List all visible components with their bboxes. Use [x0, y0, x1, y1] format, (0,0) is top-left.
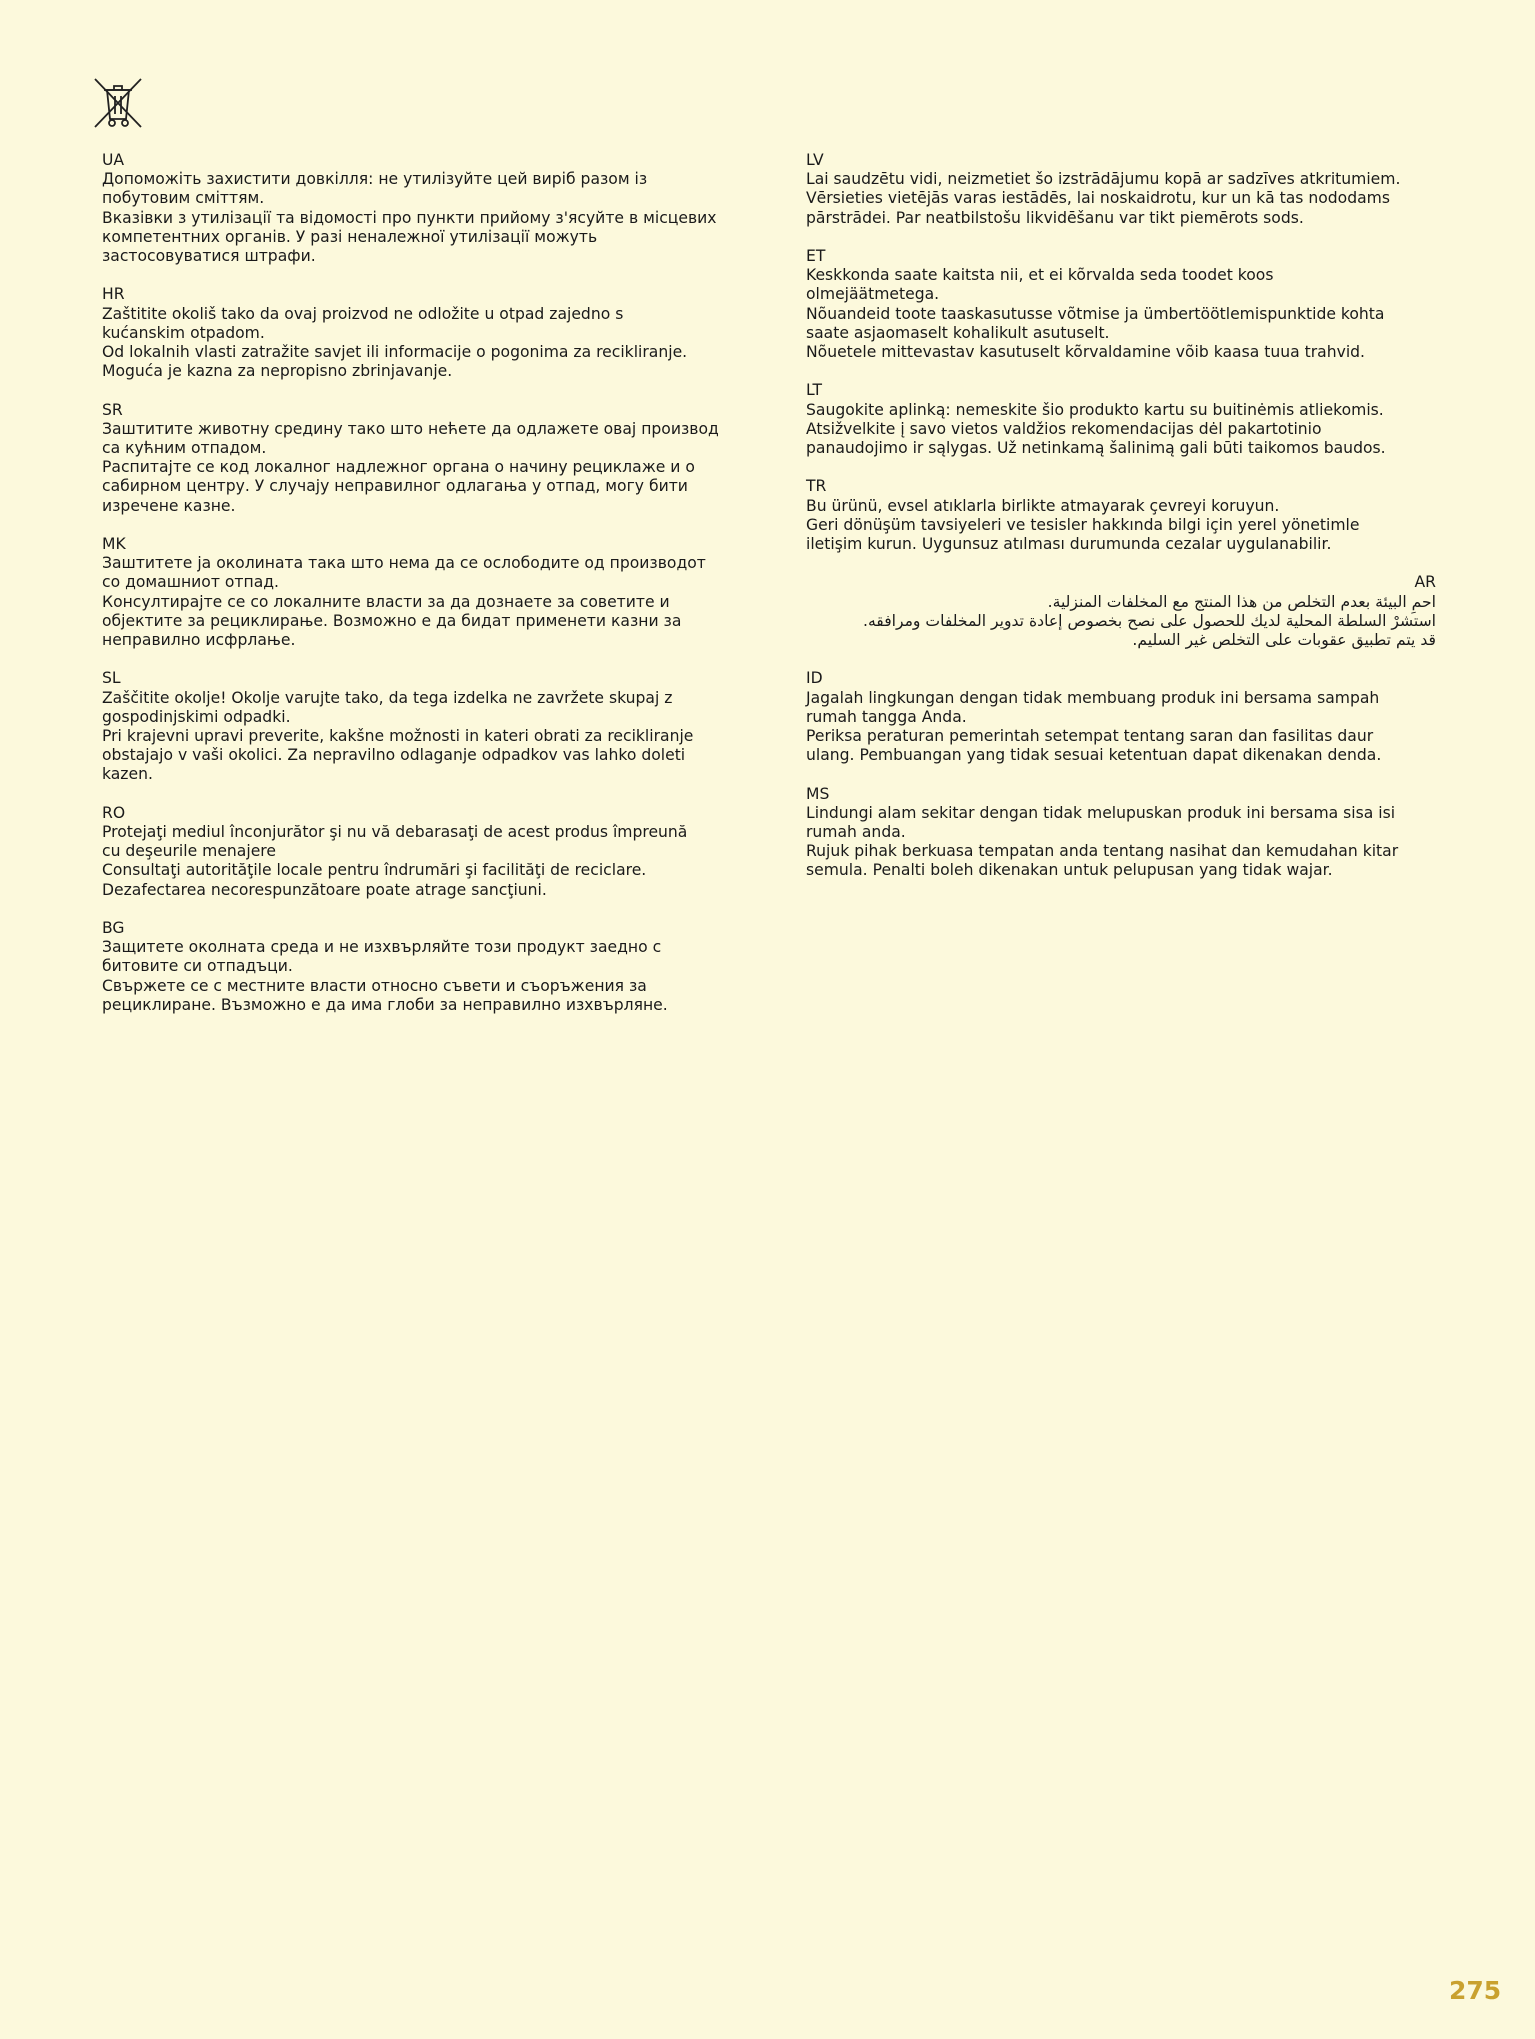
instruction-line: Rujuk pihak berkuasa tempatan anda tentang nasihat dan kemudahan kitar — [806, 842, 1399, 861]
language-code: SR — [102, 400, 123, 419]
instruction-line: Periksa peraturan pemerintah setempat tentang saran dan fasilitas daur — [806, 727, 1374, 746]
instruction-line: со домашниот отпад. — [102, 573, 280, 592]
language-code: BG — [102, 919, 125, 938]
instruction-line: Заштитете ја околината така што нема да се ослободите од производот — [102, 554, 706, 573]
language-code: AR — [1414, 573, 1436, 592]
left-column — [102, 151, 742, 1034]
language-section-ar — [806, 573, 1436, 650]
instruction-line: gospodinjskimi odpadki. — [102, 707, 291, 726]
crossed-out-wheelie-bin-icon — [93, 77, 143, 129]
instruction-line: iletişim kurun. Uygunsuz atılması durumunda cezalar uygulanabilir. — [806, 535, 1332, 554]
instruction-line: Dezafectarea necorespunzătoare poate atrage sancţiuni. — [102, 880, 547, 899]
instruction-line: Свържете се с местните власти относно съвети и съоръжения за — [102, 976, 647, 995]
language-section-sl — [102, 669, 742, 784]
instruction-line: Consultaţi autorităţile locale pentru îndrumări şi facilităţi de reciclare. — [102, 861, 647, 880]
instruction-line: Lai saudzētu vidi, neizmetiet šo izstrādājumu kopā ar sadzīves atkritumiem. — [806, 170, 1401, 189]
instruction-line: изречене казне. — [102, 496, 236, 515]
page-number: 275 — [1449, 1976, 1502, 2005]
instruction-line: احمِ البيئة بعدم التخلص من هذا المنتج مع المخلفات المنزلية. — [1047, 592, 1436, 611]
instruction-line: cu deşeurile menajere — [102, 842, 276, 861]
language-section-lv — [806, 151, 1436, 228]
language-code: MS — [806, 784, 830, 803]
language-code: TR — [806, 477, 827, 496]
instruction-line: rumah tangga Anda. — [806, 707, 967, 726]
language-code: LV — [806, 151, 824, 169]
instruction-line: са кућним отпадом. — [102, 439, 267, 458]
instruction-line: Защитете околната среда и не изхвърляйте този продукт заедно с — [102, 938, 662, 957]
instruction-line: објектите за рециклирање. Возможно е да бидат применети казни за — [102, 611, 682, 630]
instruction-line: Geri dönüşüm tavsiyeleri ve tesisler hakkında bilgi için yerel yönetimle — [806, 515, 1360, 534]
language-section-ro — [102, 804, 742, 900]
instruction-line: semula. Penalti boleh dikenakan untuk pelupusan yang tidak wajar. — [806, 861, 1333, 880]
instruction-line: olmejäätmetega. — [806, 285, 940, 304]
instruction-line: компетентних органів. У разі неналежної утилізації можуть — [102, 227, 598, 246]
instruction-line: Moguća je kazna za nepropisno zbrinjavanje. — [102, 362, 453, 381]
instruction-line: pārstrādei. Par neatbilstošu likvidēšanu var tikt piemērots sods. — [806, 208, 1304, 227]
language-code: LT — [806, 381, 823, 400]
language-code: ET — [806, 247, 826, 265]
language-section-ua — [102, 151, 742, 266]
language-section-sr — [102, 401, 742, 516]
instruction-line: panaudojimo ir sąlygas. Už netinkamą šalinimą gali būti taikomos baudos. — [806, 439, 1386, 458]
instruction-line: obstajajo v vaši okolici. Za nepravilno odlaganje odpadkov vas lahko doleti — [102, 746, 686, 765]
instruction-line: ulang. Pembuangan yang tidak sesuai ketentuan dapat dikenakan denda. — [806, 746, 1382, 765]
instruction-line: Protejaţi mediul înconjurător şi nu vă debarasaţi de acest produs împreună — [102, 823, 688, 842]
instruction-line: Pri krajevni upravi preverite, kakšne možnosti in kateri obrati za recikliranje — [102, 727, 694, 746]
instruction-line: Jagalah lingkungan dengan tidak membuang produk ini bersama sampah — [806, 688, 1380, 707]
language-code: SL — [102, 669, 121, 688]
instruction-line: Распитајте се код локалног надлежног органа о начину рециклаже и о — [102, 458, 695, 477]
language-section-lt — [806, 381, 1436, 458]
instruction-line: Keskkonda saate kaitsta nii, et ei kõrvalda seda toodet koos — [806, 266, 1274, 285]
language-section-bg — [102, 919, 742, 1015]
instruction-line: неправилно исфрлање. — [102, 631, 296, 650]
instruction-line: Вказівки з утилізації та відомості про пункти прийому з'ясуйте в місцевих — [102, 208, 717, 227]
instruction-line: битовите си отпадъци. — [102, 957, 293, 976]
instruction-line: Atsižvelkite į savo vietos valdžios rekomendacijas dėl pakartotinio — [806, 419, 1322, 438]
instruction-line: побутовим сміттям. — [102, 189, 265, 208]
language-section-tr — [806, 477, 1436, 554]
instruction-line: saate asjaomaselt kohalikult asutuselt. — [806, 323, 1110, 342]
instruction-line: Vērsieties vietējās varas iestādēs, lai noskaidrotu, kur un kā tas nododams — [806, 189, 1390, 208]
instruction-line: Nõuetele mittevastav kasutuselt kõrvaldamine võib kaasa tuua trahvid. — [806, 343, 1366, 362]
instruction-line: قد يتم تطبيق عقوبات على التخلص غير السليم. — [1132, 631, 1436, 650]
instruction-line: Zaščitite okolje! Okolje varujte tako, da tega izdelka ne zavržete skupaj z — [102, 688, 673, 707]
instruction-line: Консултирајте се со локалните власти за да дознаете за советите и — [102, 592, 670, 611]
language-section-id — [806, 669, 1436, 765]
language-section-ms — [806, 785, 1436, 881]
right-column — [806, 151, 1436, 900]
language-code: MK — [102, 535, 126, 554]
language-code: HR — [102, 285, 125, 304]
instruction-line: Lindungi alam sekitar dengan tidak melupuskan produk ini bersama sisa isi — [806, 803, 1396, 822]
instruction-line: Saugokite aplinką: nemeskite šio produkto kartu su buitinėmis atliekomis. — [806, 400, 1384, 419]
instruction-line: Допоможіть захистити довкілля: не утилізуйте цей виріб разом із — [102, 170, 648, 189]
instruction-line: Nõuandeid toote taaskasutusse võtmise ja ümbertöötlemispunktide kohta — [806, 304, 1385, 323]
instruction-line: rumah anda. — [806, 823, 906, 842]
instruction-line: сабирном центру. У случају неправилног одлагања у отпад, могу бити — [102, 477, 688, 496]
language-code: ID — [806, 669, 823, 688]
instruction-line: Bu ürünü, evsel atıklarla birlikte atmayarak çevreyi koruyun. — [806, 496, 1280, 515]
instruction-line: застосовуватися штрафи. — [102, 247, 316, 266]
language-code: RO — [102, 803, 126, 822]
language-section-hr — [102, 285, 742, 381]
instruction-line: Заштитите животну средину тако што нећете да одлажете овај производ — [102, 419, 719, 438]
instruction-line: kućanskim otpadom. — [102, 323, 265, 342]
instruction-line: kazen. — [102, 765, 153, 784]
instruction-line: Od lokalnih vlasti zatražite savjet ili informacije o pogonima za recikliranje. — [102, 343, 688, 362]
instruction-line: рециклиране. Възможно е да има глоби за неправилно изхвърляне. — [102, 995, 668, 1014]
instruction-line: استشرْ السلطة المحلية لديك للحصول على نصح بخصوص إعادة تدوير المخلفات ومرافقه. — [862, 611, 1436, 630]
language-section-et — [806, 247, 1436, 362]
language-code: UA — [102, 151, 125, 169]
instruction-line: Zaštitite okoliš tako da ovaj proizvod ne odložite u otpad zajedno s — [102, 304, 624, 323]
language-section-mk — [102, 535, 742, 650]
